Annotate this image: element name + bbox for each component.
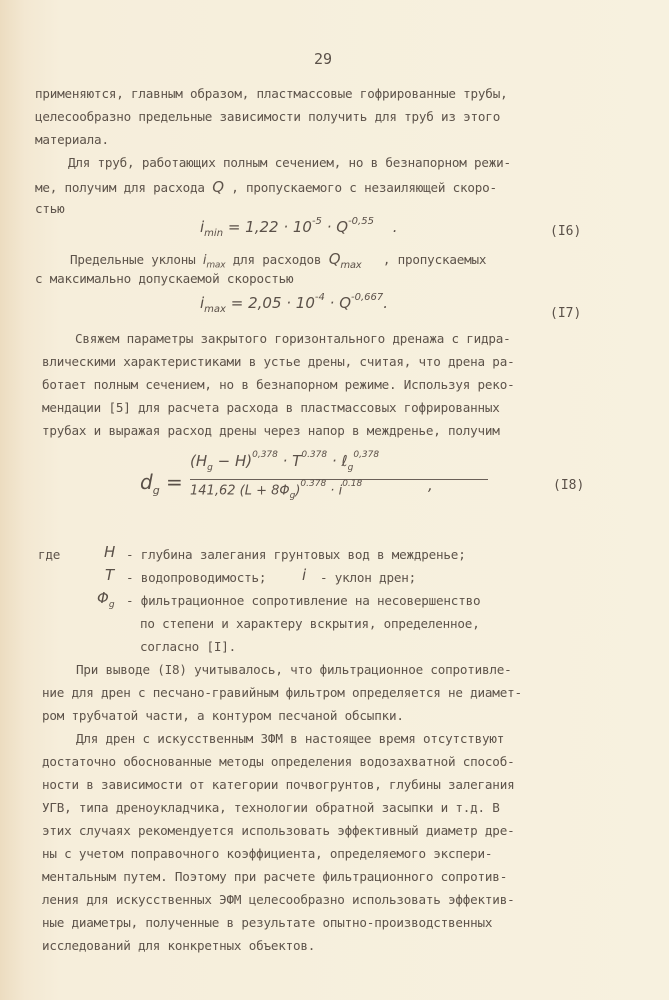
eq-end: . — [383, 294, 389, 312]
text-line: При выводе (I8) учитывалось, что фильтрационное сопротивле- — [76, 662, 512, 677]
equation-number: (I7) — [550, 306, 582, 321]
text-line: трубах и выражая расход дрены через напор в междренье, получим — [42, 423, 500, 438]
eq-body: · Q — [329, 294, 351, 312]
eq-lhs: d — [140, 470, 153, 494]
equation-16 — [200, 218, 398, 239]
exp: 0.378 — [301, 450, 328, 460]
legend-where: где — [38, 547, 61, 562]
text-line: ны с учетом поправочного коэффициента, определяемого экспери- — [42, 846, 493, 861]
term: 141,62 (L + 8Φ — [190, 483, 290, 499]
sym-sub: max — [206, 260, 226, 271]
sub: g — [207, 463, 213, 473]
text-line: применяются, главным образом, пластмассовые гофрированные трубы, — [35, 86, 508, 101]
symbol-q: Q — [212, 178, 224, 196]
text-line: Для дрен с искусственным ЗФМ в настоящее время отсутствуют — [76, 731, 505, 746]
text-line: Свяжем параметры закрытого горизонтального дренажа с гидра- — [75, 331, 511, 346]
sym: Q — [328, 250, 341, 268]
sym-sub: g — [108, 600, 115, 610]
fraction-numerator — [190, 452, 379, 473]
page-number: 29 — [314, 50, 333, 68]
text-span: для расходов — [232, 252, 322, 267]
text-line: стью — [35, 201, 65, 216]
legend-text: по степени и характеру вскрытия, определенное, — [140, 616, 480, 631]
exp: 0,378 — [252, 450, 278, 460]
eq-sub: min — [204, 228, 224, 239]
text-line: ные диаметры, полученные в результате опытно-производственных — [42, 915, 493, 930]
legend-text: согласно [I]. — [140, 639, 236, 654]
symbol-q-max — [328, 250, 362, 271]
sym-sub: max — [340, 260, 362, 271]
term: · T — [277, 452, 302, 470]
term: · ℓ — [327, 452, 348, 470]
term: (H — [190, 452, 208, 470]
text-line: с максимально допускаемой скоростью — [35, 271, 294, 286]
sym: Φ — [97, 589, 109, 607]
eq-exp: -4 — [314, 292, 325, 303]
text-line: ние для дрен с песчано-гравийным фильтром определяется не диамет- — [42, 685, 522, 700]
text-line: ботает полным сечением, но в безнапорном режиме. Используя реко- — [42, 377, 515, 392]
text-span: , пропускаемых — [382, 252, 487, 267]
eq-comma: , — [428, 476, 433, 494]
equation-number: (I8) — [553, 478, 585, 493]
legend-symbol: i — [302, 566, 307, 584]
sub: g — [289, 490, 296, 501]
legend-text: - фильтрационное сопротивление на несовершенство — [126, 593, 481, 608]
eq-sub: g — [152, 484, 160, 497]
term: ) — [295, 483, 301, 499]
eq-body: = 2,05 · 10 — [230, 294, 315, 312]
term: · i — [326, 483, 343, 499]
text-line — [70, 250, 486, 271]
text-line: Для труб, работающих полным сечением, но в безнапорном режи- — [68, 155, 511, 170]
fraction-bar — [190, 479, 488, 480]
legend-symbol: H — [104, 543, 116, 561]
text-line: влическими характеристиками в устье дрены, считая, что дрена ра- — [42, 354, 515, 369]
text-line: ментальным путем. Поэтому при расчете фильтрационного сопротив- — [42, 869, 508, 884]
legend-symbol: T — [105, 566, 115, 584]
eq-body: = 1,22 · 10 — [227, 218, 312, 236]
text-line: этих случаях рекомендуется использовать эффективный диаметр дре- — [42, 823, 515, 838]
equation-18-lhs: $d_g$ = — [140, 470, 183, 497]
eq-exp: -5 — [311, 216, 322, 227]
eq-exp: -0,667 — [351, 292, 384, 303]
text-line — [35, 178, 497, 196]
eq-body: · Q — [326, 218, 349, 236]
eq-end: . — [392, 218, 398, 236]
exp: 0,378 — [353, 450, 380, 460]
eq-lhs: i — [200, 218, 205, 236]
text-line: ности в зависимости от категории почвогрунтов, глубины залегания — [42, 777, 515, 792]
exp: 0.18 — [342, 479, 363, 489]
text-line: материала. — [35, 132, 109, 147]
text-line: мендации [5] для расчета расхода в пластмассовых гофрированных — [42, 400, 500, 415]
equation-18-fraction — [190, 452, 490, 512]
equation-17 — [200, 294, 388, 315]
term: − H) — [212, 452, 253, 470]
equation-number: (I6) — [550, 224, 582, 239]
text-line: ром трубчатой части, а контуром песчаной обсыпки. — [42, 708, 404, 723]
fraction-denominator — [190, 479, 363, 501]
text-line: достаточно обоснованные методы определения водозахватной способ- — [42, 754, 515, 769]
text-span: , пропускаемого с незаиляющей скоро- — [231, 180, 497, 195]
eq-sub: max — [204, 304, 226, 315]
sub: g — [347, 463, 354, 473]
text-line: УГВ, типа дреноукладчика, технологии обратной засыпки и т.д. В — [42, 800, 500, 815]
legend-text: - водопроводимость; — [126, 570, 267, 585]
text-span: Предельные уклоны — [70, 252, 196, 267]
text-span: ме, получим для расхода — [35, 180, 205, 195]
eq-lhs: i — [200, 294, 205, 312]
text-line: ления для искусственных ЭФМ целесообразно использовать эффектив- — [42, 892, 515, 907]
eq-exp: -0,55 — [348, 216, 374, 227]
exp: 0.378 — [300, 479, 327, 489]
legend-text: - глубина залегания грунтовых вод в междренье; — [126, 547, 466, 562]
sym: i — [202, 253, 207, 268]
legend-symbol — [97, 589, 115, 610]
text-line: исследований для конкретных объектов. — [42, 938, 316, 953]
text-line: целесообразно предельные зависимости получить для труб из этого — [35, 109, 501, 124]
legend-text: - уклон дрен; — [320, 570, 416, 585]
symbol-i-max — [202, 253, 226, 271]
